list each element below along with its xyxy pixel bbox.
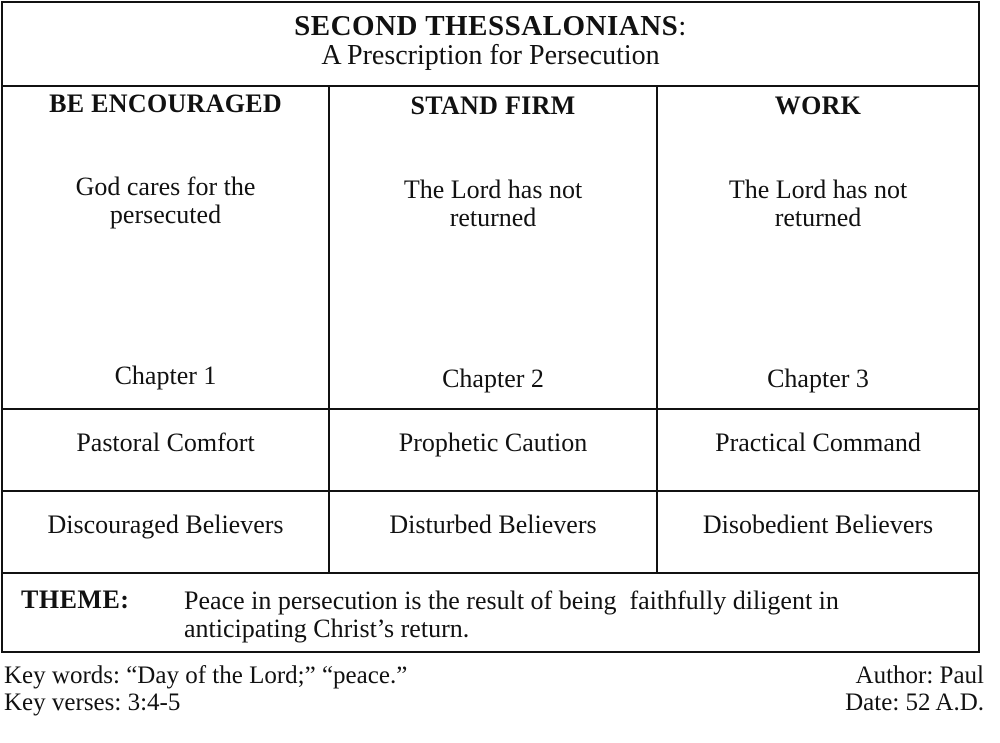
page-subtitle: A Prescription for Persecution: [321, 40, 660, 71]
column-2-description: The Lord has not returned: [403, 175, 583, 232]
column-heading: WORK: [774, 91, 862, 120]
chapter-label: Chapter 3: [767, 364, 869, 393]
divider-title: [3, 85, 978, 87]
audience-cell: Discouraged Believers: [47, 510, 284, 539]
column-3: [658, 91, 978, 121]
column-3-description: The Lord has not returned: [728, 175, 908, 232]
approach-cell: Practical Command: [715, 428, 921, 457]
column-heading: STAND FIRM: [410, 91, 576, 120]
theme-text: Peace in persecution is the result of being faithfully diligent in anticipating Christ’s return.: [184, 586, 839, 643]
divider-audience: [3, 572, 978, 574]
key-verses: Key verses: 3:4-5: [4, 689, 181, 716]
audience-cell: Disobedient Believers: [702, 510, 934, 539]
title-block: [3, 11, 978, 71]
approach-cell: Prophetic Caution: [398, 428, 588, 457]
theme-label: THEME:: [21, 585, 130, 614]
audience-cell: Disturbed Believers: [389, 510, 597, 539]
key-words: Key words: “Day of the Lord;” “peace.”: [4, 662, 408, 689]
column-2: [330, 91, 656, 121]
survey-chart: [1, 1, 980, 653]
page-title: SECOND THESSALONIANS:: [294, 10, 687, 42]
date: Date: 52 A.D.: [845, 689, 984, 716]
chapter-label: Chapter 2: [442, 364, 544, 393]
column-1: [3, 89, 328, 119]
column-1-description: God cares for the persecuted: [75, 172, 256, 229]
chapter-label: Chapter 1: [114, 361, 217, 390]
author: Author: Paul: [855, 662, 984, 689]
approach-cell: Pastoral Comfort: [76, 428, 255, 457]
column-heading: BE ENCOURAGED: [49, 89, 282, 118]
